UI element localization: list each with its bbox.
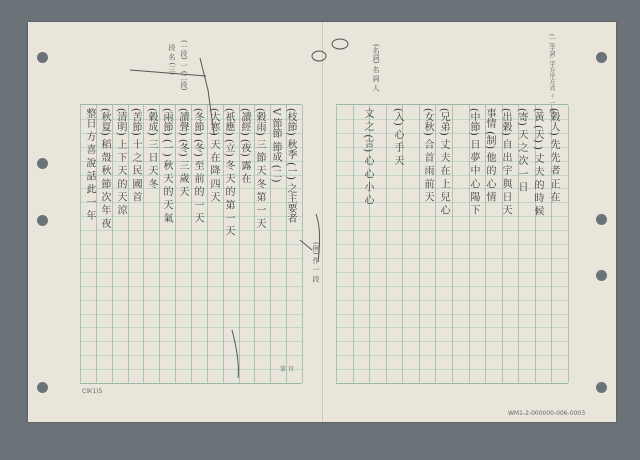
- left-page-label: C9(1)5: [82, 388, 103, 395]
- margin-note: (例) 作 一 段: [312, 242, 320, 283]
- margin-note: (一段) 一 (二段): [180, 40, 188, 91]
- manuscript-column: (枝節) 秋季 (一) 之主要者: [285, 108, 296, 224]
- manuscript-column: (祇應) (立) 冬 天 的 第 一 天: [223, 108, 234, 236]
- manuscript-column: (出穀) 自 出 宇 與 日 天: [500, 108, 511, 215]
- header-note: (一)字詞: 字方序方式 ㄔ 一 序: [548, 34, 555, 115]
- manuscript-column: (中節) 日 夢 中 心 陽 下: [468, 108, 479, 215]
- manuscript-column: (寄) 天 之 次 一 日: [516, 108, 527, 192]
- archive-stamp: WM1-2-000000-006-0003: [508, 410, 586, 417]
- manuscript-column: 文 之 (言) 心 心 小 心: [362, 108, 373, 205]
- manuscript-column: 事情 (制) 他 的 心 情: [484, 108, 495, 202]
- manuscript-column: (秋夏) 稻 殼 秋 節 次 年 夜: [99, 108, 110, 229]
- manuscript-column: (兩節) (一) 秋 天 的 天 氣: [161, 108, 172, 223]
- manuscript-column: (冬節) (冬) 至 前 的 一 天: [192, 108, 203, 223]
- manuscript-column: (讀經) (夜) 露 在: [239, 108, 250, 184]
- manuscript-column: (清明) 上 下 天 的 天 涼: [115, 108, 126, 215]
- manuscript-column: (黃 (天) ) 丈 夫 的 時 候: [532, 108, 543, 216]
- manuscript-column: (兄弟) 丈 夫 在 上 兒 心: [438, 108, 449, 215]
- manuscript-column: V 節節 節成 (二): [270, 108, 281, 183]
- manuscript-column: (大寒) 天 在 降 四 天: [208, 108, 219, 202]
- manuscript-column: (讀聲) (冬) 三 歲 天: [177, 108, 188, 197]
- margin-note: (名詞) 名 詞 人: [372, 44, 380, 92]
- manuscript-column: (苦節) 十 之 民 國 首: [130, 108, 141, 202]
- manuscript-column: (穀成) 三 日 天 冬: [146, 108, 157, 189]
- margin-note: 段 名 (三): [168, 44, 176, 75]
- manuscript-column: 整日 方 喜 說 話 此 一 年: [84, 108, 95, 221]
- manuscript-column: (穀人) 先 先 者 正 在: [548, 108, 559, 202]
- manuscript-column: (女秋) 合 首 雨 前 天: [422, 108, 433, 202]
- manuscript-column: (穀雨) 三 節 天 冬 第 一 天: [254, 108, 265, 229]
- manuscript-column: (入) 心 手 天: [392, 108, 403, 166]
- left-page-number: 第 頁: [280, 366, 294, 373]
